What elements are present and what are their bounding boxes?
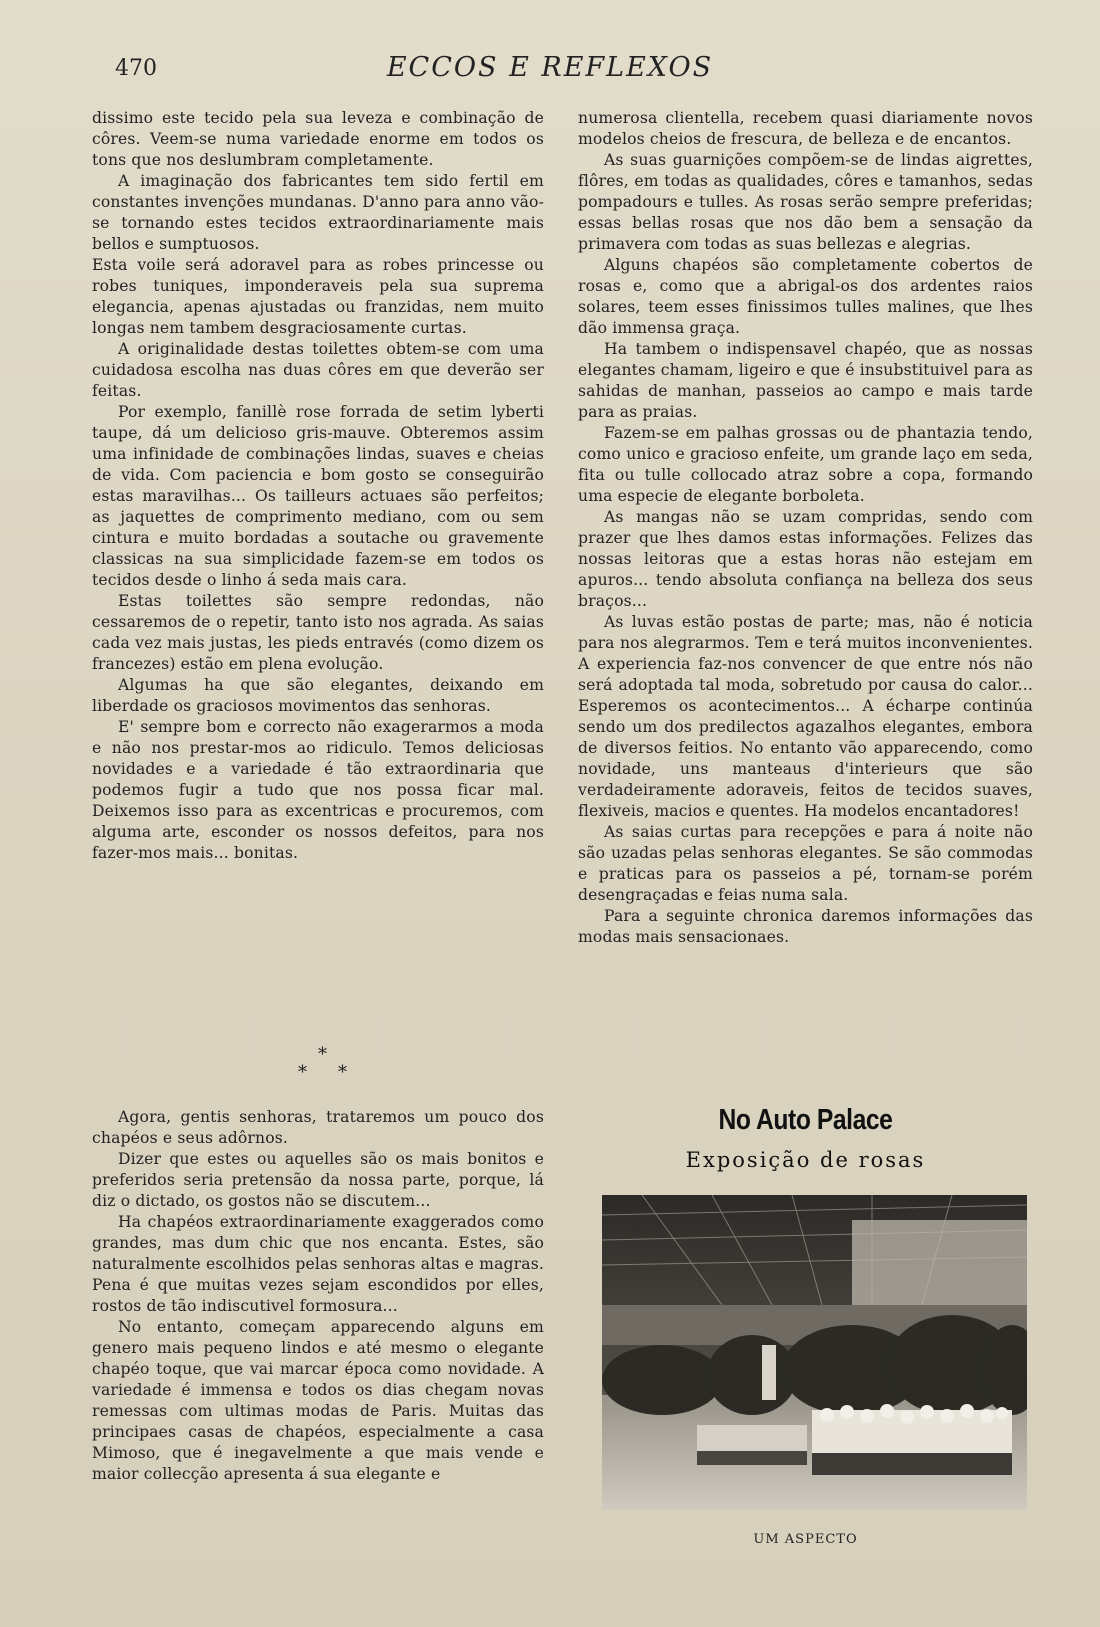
paragraph: A originalidade destas toilettes obtem-se com uma cuidadosa escolha nas duas côres em que deverão ser feitas. (92, 340, 544, 400)
paragraph: Estas toilettes são sempre redondas, não cessaremos de o repetir, tanto isto nos agrada. As saias cada vez mais justas, les pieds entravés (como dizem os francezes) estão em plena evolução. (92, 592, 544, 673)
exhibition-photo (602, 1195, 1027, 1510)
paragraph: Algumas ha que são elegantes, deixando em liberdade os graciosos movimentos das senhoras. (92, 676, 544, 715)
paragraph: A imaginação dos fabricantes tem sido fertil em constantes invenções mundanas. D'anno para anno vão-se tornando estes tecidos extraordinariamente mais bellos e sumptuosos. (92, 172, 544, 253)
paragraph: Ha tambem o indispensavel chapéo, que as nossas elegantes chamam, ligeiro e que é insubstituivel para as sahidas de manhan, passeios ao campo e mais tarde para as praias. (578, 340, 1033, 421)
section-separator (280, 1044, 370, 1084)
exhibition-photo-illustration (602, 1195, 1027, 1510)
paragraph: As luvas estão postas de parte; mas, não é noticia para nos alegrarmos. Tem e terá muitos inconvenientes. A experiencia faz-nos convencer de que entre nós não será adoptada tal moda, sobretudo por causa do calor... Esperemos os acontecimentos... A écharpe continúa sendo um dos predilectos agazalhos elegantes, embora de diversos feitios. No entanto vão apparecendo, como novidade, uns manteaus d'interieurs que são verdadeiramente adoraveis, feitos de tecidos suaves, flexiveis, macios e quentes. Ha modelos encantadores! (578, 613, 1033, 820)
paragraph: Ha chapéos extraordinariamente exaggerados como grandes, mas dum chic que nos encanta. Estes, são naturalmente escolhidos pelas senhoras altas e magras. Pena é que muitas vezes sejam escondidos por elles, rostos de tão indiscutivel formosura... (92, 1213, 544, 1315)
running-title: ECCOS E REFLEXOS (386, 52, 714, 83)
paragraph: Agora, gentis senhoras, trataremos um pouco dos chapéos e seus adôrnos. (92, 1108, 544, 1147)
paragraph: dissimo este tecido pela sua leveza e combinação de côres. Veem-se numa variedade enorme em todos os tons que nos deslumbram completamente. (92, 109, 544, 169)
photo-caption: UM ASPECTO (753, 1532, 858, 1547)
paragraph: Esta voile será adoravel para as robes princesse ou robes tuniques, imponderaveis pela sua suprema elegancia, apenas ajustadas ou franzidas, nem muito longas nem tambem desgraciosamente curtas. (92, 256, 544, 337)
separator-asterisk: * (318, 1044, 327, 1065)
left-column-top (92, 108, 544, 864)
separator-asterisk: * (298, 1062, 307, 1083)
paragraph: As saias curtas para recepções e para á noite não são uzadas pelas senhoras elegantes. Se são commodas e praticas para os passeios a pé, tornam-se porém desengraçadas e feias numa sala. (578, 823, 1033, 904)
paragraph: E' sempre bom e correcto não exagerarmos a moda e não nos prestar-mos ao ridiculo. Temos deliciosas novidades e a variedade é tão extraordinaria que podemos fugir a tudo que nos possa ficar mal. Deixemos isso para as excentricas e procuremos, com alguma arte, esconder os nossos defeitos, para nos fazer-mos mais... bonitas. (92, 718, 544, 862)
separator-asterisk: * (338, 1062, 347, 1083)
paragraph: No entanto, começam apparecendo alguns em genero mais pequeno lindos e até mesmo o elegante chapéo toque, que vai marcar época como novidade. A variedade é immensa e todos os dias chegam novas remessas com ultimas modas de Paris. Muitas das principaes casas de chapéos, especialmente a casa Mimoso, que é inegavelmente a que mais vende e maior collecção apresenta á sua elegante e (92, 1318, 544, 1483)
paragraph: As suas guarnições compõem-se de lindas aigrettes, flôres, em todas as qualidades, côres e tamanhos, sedas pompadours e tulles. As rosas serão sempre preferidas; essas bellas rosas que nos dão bem a sensação da primavera com todas as suas bellezas e alegrias. (578, 151, 1033, 253)
paragraph: Para a seguinte chronica daremos informações das modas mais sensacionaes. (578, 907, 1033, 946)
article-subtitle: Exposição de rosas (685, 1148, 926, 1172)
left-column-bottom (92, 1107, 544, 1485)
page-header (0, 50, 1100, 90)
page-number: 470 (115, 56, 157, 81)
article-title: No Auto Palace (718, 1104, 893, 1136)
paragraph: As mangas não se uzam compridas, sendo com prazer que lhes damos estas informações. Felizes das nossas leitoras que a estas horas não estejam em apuros... tendo absoluta confiança na belleza dos seus braços... (578, 508, 1033, 610)
paragraph: numerosa clientella, recebem quasi diariamente novos modelos cheios de frescura, de belleza e de encantos. (578, 109, 1033, 148)
paragraph: Alguns chapéos são completamente cobertos de rosas e, como que a abrigal-os dos ardentes raios solares, teem esses finissimos tulles malines, que lhes dão immensa graça. (578, 256, 1033, 337)
paragraph: Por exemplo, fanillè rose forrada de setim lyberti taupe, dá um delicioso gris-mauve. Obteremos assim uma infinidade de combinações lindas, suaves e cheias de vida. Com paciencia e bom gosto se conseguirão estas maravilhas... Os tailleurs actuaes são perfeitos; as jaquettes de comprimento mediano, com ou sem cintura e muito bordadas a soutache ou gravemente classicas na sua simplicidade fazem-se em todos os tecidos desde o linho á seda mais cara. (92, 403, 544, 589)
paragraph: Fazem-se em palhas grossas ou de phantazia tendo, como unico e gracioso enfeite, um grande laço em seda, fita ou tulle collocado atraz sobre a copa, formando uma especie de elegante borboleta. (578, 424, 1033, 505)
paragraph: Dizer que estes ou aquelles são os mais bonitos e preferidos seria pretensão da nossa parte, porque, lá diz o dictado, os gostos não se discutem... (92, 1150, 544, 1210)
right-column (578, 108, 1033, 948)
